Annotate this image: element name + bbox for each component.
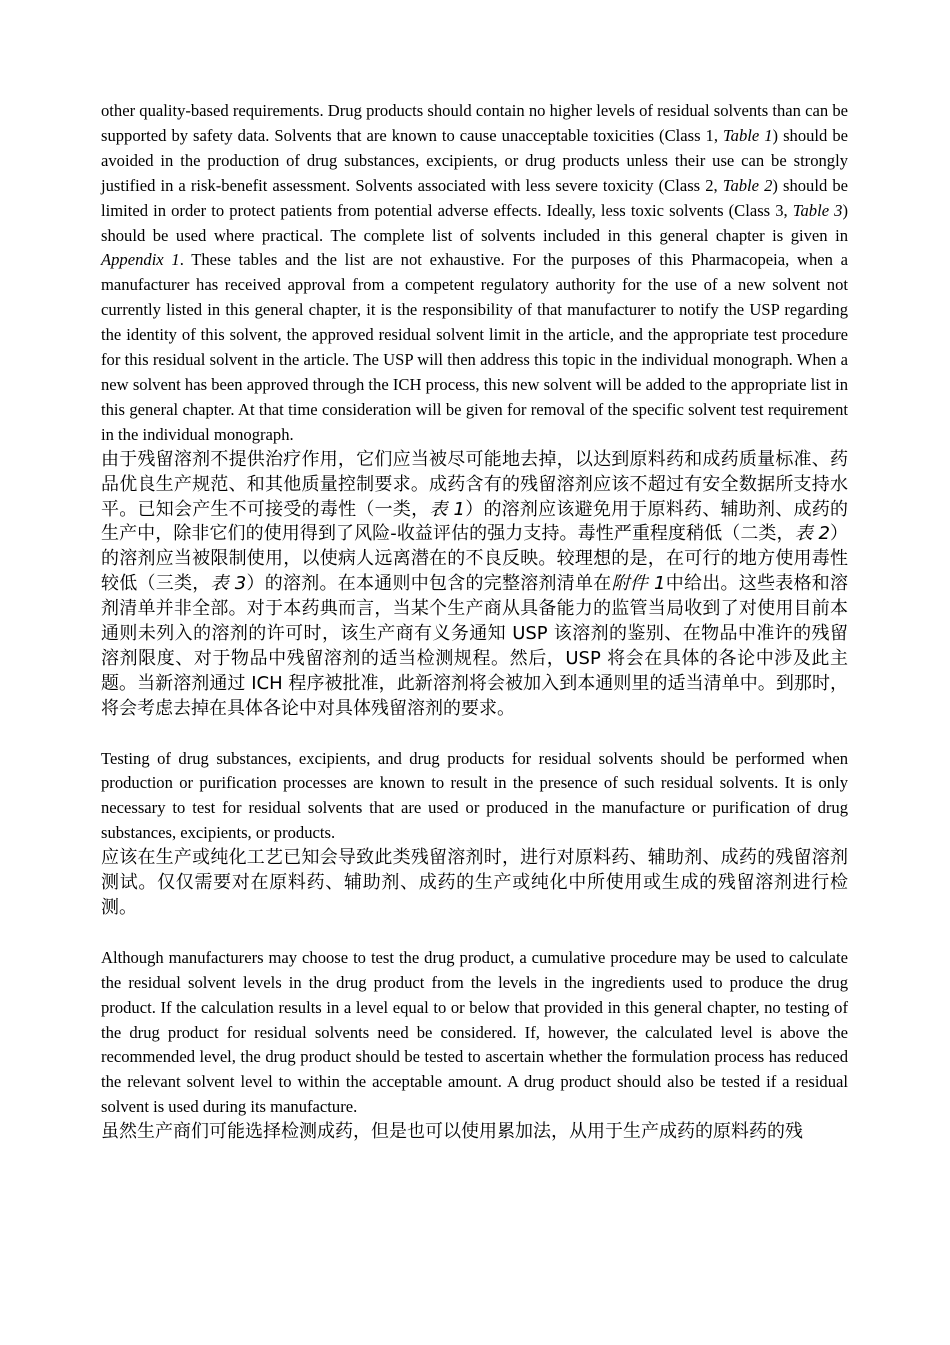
table-2-reference-zh: 表 2: [794, 523, 830, 545]
table-3-reference: Table 3: [792, 200, 843, 220]
paragraph-1-chinese: 由于残留溶剂不提供治疗作用，它们应当被尽可能地去掉，以达到原料药和成药质量标准、药品优良生产规范、和其他质量控制要求。成药含有的残留溶剂应该不超过有安全数据所支持水平。已知会产生不可接受的毒性（一类，表 1）的溶剂应该避免用于原料药、辅助剂、成药的生产中，除非它们的使用得到了风险-收益评估的强力支持。毒性严重程度稍低（二类，表 2）的溶剂应当被限制使用，以使病人远离潜在的不良反映。较理想的是，在可行的地方使用毒性较低（三类，表 3）的溶剂。在本通则中包含的完整溶剂清单在附件 1中给出。这些表格和溶剂清单并非全部。对于本药典而言，当某个生产商从具备能力的监管当局收到了对使用目前本通则未列入的溶剂的许可时，该生产商有义务通知 USP 该溶剂的鉴别、在物品中准许的残留溶剂限度、对于物品中残留溶剂的适当检测规程。然后，USP 将会在具体的各论中涉及此主题。当新溶剂通过 ICH 程序被批准，此新溶剂将会被加入到本通则里的适当清单中。到那时，将会考虑去掉在具体各论中对具体残留溶剂的要求。: [101, 448, 849, 719]
table-1-reference: Table 1: [722, 125, 773, 145]
paragraph-3-english: Although manufacturers may choose to test the drug product, a cumulative procedure may be used to calculate the residual solvent levels in the drug product from the levels in the ingredients used to produce the drug product. If the calculation results in a level equal to or below that provided in this general chapter, no testing of the drug product for residual solvents need be considered. If, however, the calculated level is above the recommended level, the drug product should be tested to ascertain whether the formulation process has reduced the relevant solvent level to within the acceptable amount. A drug product should also be tested if a residual solvent is used during its manufacture.: [101, 947, 848, 1117]
paragraph-gap: [101, 921, 848, 946]
table-3-reference-zh: 表 3: [210, 573, 247, 595]
paragraph-3-chinese: 虽然生产商们可能选择检测成药，但是也可以使用累加法，从用于生产成药的原料药的残: [101, 1121, 803, 1143]
table-1-reference-zh: 表 1: [429, 498, 465, 520]
table-2-reference: Table 2: [722, 175, 773, 195]
appendix-1-reference: Appendix 1: [101, 250, 180, 270]
paragraph-gap: [101, 722, 848, 747]
paragraph-2-english: Testing of drug substances, excipients, and drug products for residual solvents should be performed when production or purification processes are known to result in the presence of such residual solvents. It is only necessary to test for residual solvents that are used or produced in the manufacture or purification of drug substances, excipients, or products.: [101, 748, 848, 843]
document-page: [101, 99, 848, 1145]
paragraph-2-chinese: 应该在生产或纯化工艺已知会导致此类残留溶剂时，进行对原料药、辅助剂、成药的残留溶剂测试。仅仅需要对在原料药、辅助剂、成药的生产或纯化中所使用或生成的残留溶剂进行检测。: [101, 847, 848, 918]
paragraph-1-english: other quality-based requirements. Drug products should contain no higher levels of residual solvents than can be supported by safety data. Solvents that are known to cause unacceptable toxicities (Class 1, Table 1) should be avoided in the production of drug substances, excipients, or drug products unless their use can be strongly justified in a risk-benefit assessment. Solvents associated with less severe toxicity (Class 2, Table 2) should be limited in order to protect patients from potential adverse effects. Ideally, less toxic solvents (Class 3, Table 3) should be used where practical. The complete list of solvents included in this general chapter is given in Appendix 1. These tables and the list are not exhaustive. For the purposes of this Pharmacopeia, when a manufacturer has received approval from a competent regulatory authority for the use of a new solvent not currently listed in this general chapter, it is the responsibility of that manufacturer to notify the USP regarding the identity of this solvent, the approved residual solvent limit in the article, and the appropriate test procedure for this residual solvent in the article. The USP will then address this topic in the individual monograph. When a new solvent has been approved through the ICH process, this new solvent will be added to the appropriate list in this general chapter. At that time consideration will be given for removal of the specific solvent test requirement in the individual monograph.: [101, 101, 848, 444]
appendix-1-reference-zh: 附件 1: [611, 573, 666, 595]
